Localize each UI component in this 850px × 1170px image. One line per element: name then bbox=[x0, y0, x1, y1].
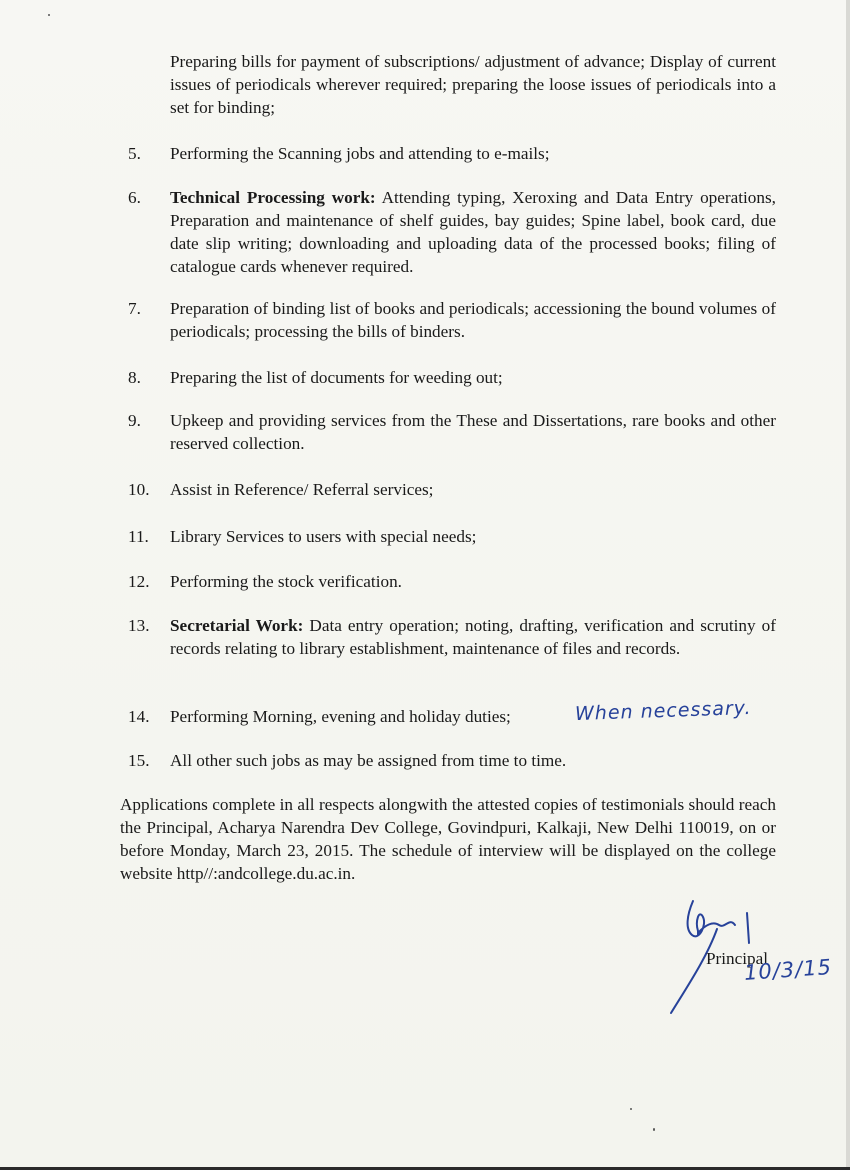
item-heading: Secretarial Work: bbox=[170, 616, 304, 635]
handwritten-date: 10/3/15 bbox=[743, 954, 833, 986]
item-number: 7. bbox=[128, 299, 141, 318]
item-number: 13. bbox=[128, 616, 150, 635]
intro-paragraph: Preparing bills for payment of subscriptions/ adjustment of advance; Display of current issues of periodicals wherever required; preparing the loose issues of periodicals into a set for binding; bbox=[170, 52, 776, 117]
handwritten-note: When necessary. bbox=[574, 696, 752, 726]
item-number: 6. bbox=[128, 188, 141, 207]
paper-speck bbox=[48, 14, 50, 16]
item-text: Technical Processing work: Attending typing, Xeroxing and Data Entry operations, Preparation and maintenance of shelf guides, bay guides; Spine label, book card, due date slip writing; downloading and uploading data of the processed books; filing of catalogue cards whenever required. bbox=[170, 188, 776, 276]
item-text: Performing the Scanning jobs and attending to e-mails; bbox=[170, 144, 550, 163]
paper-speck bbox=[653, 1128, 655, 1131]
item-text: All other such jobs as may be assigned from time to time. bbox=[170, 751, 567, 770]
signatory-title: Principal bbox=[706, 949, 769, 968]
item-number: 14. bbox=[128, 707, 150, 726]
item-text: Preparing the list of documents for weeding out; bbox=[170, 368, 503, 387]
item-number: 8. bbox=[128, 368, 141, 387]
item-text: Assist in Reference/ Referral services; bbox=[170, 480, 434, 499]
item-heading: Technical Processing work: bbox=[170, 188, 376, 207]
item-text: Performing the stock verification. bbox=[170, 572, 402, 591]
page-edge bbox=[846, 0, 850, 1170]
item-text: Performing Morning, evening and holiday duties; bbox=[170, 707, 511, 726]
item-number: 5. bbox=[128, 144, 141, 163]
item-text: Preparation of binding list of books and periodicals; accessioning the bound volumes of periodicals; processing the bills of binders. bbox=[170, 299, 776, 341]
paper-speck bbox=[630, 1108, 632, 1110]
item-text: Library Services to users with special needs; bbox=[170, 527, 477, 546]
item-text: Secretarial Work: Data entry operation; noting, drafting, verification and scrutiny of records relating to library establishment, maintenance of files and records. bbox=[170, 616, 776, 658]
item-number: 11. bbox=[128, 527, 149, 546]
closing-paragraph: Applications complete in all respects alongwith the attested copies of testimonials should reach the Principal, Acharya Narendra Dev College, Govindpuri, Kalkaji, New Delhi 110019, on or before Monday, March 23, 2015. The schedule of interview will be displayed on the college website http//:andcollege.du.ac.in. bbox=[120, 795, 776, 883]
item-number: 15. bbox=[128, 751, 150, 770]
item-number: 9. bbox=[128, 411, 141, 430]
item-number: 10. bbox=[128, 480, 150, 499]
item-number: 12. bbox=[128, 572, 150, 591]
item-text: Upkeep and providing services from the These and Dissertations, rare books and other reserved collection. bbox=[170, 411, 776, 453]
